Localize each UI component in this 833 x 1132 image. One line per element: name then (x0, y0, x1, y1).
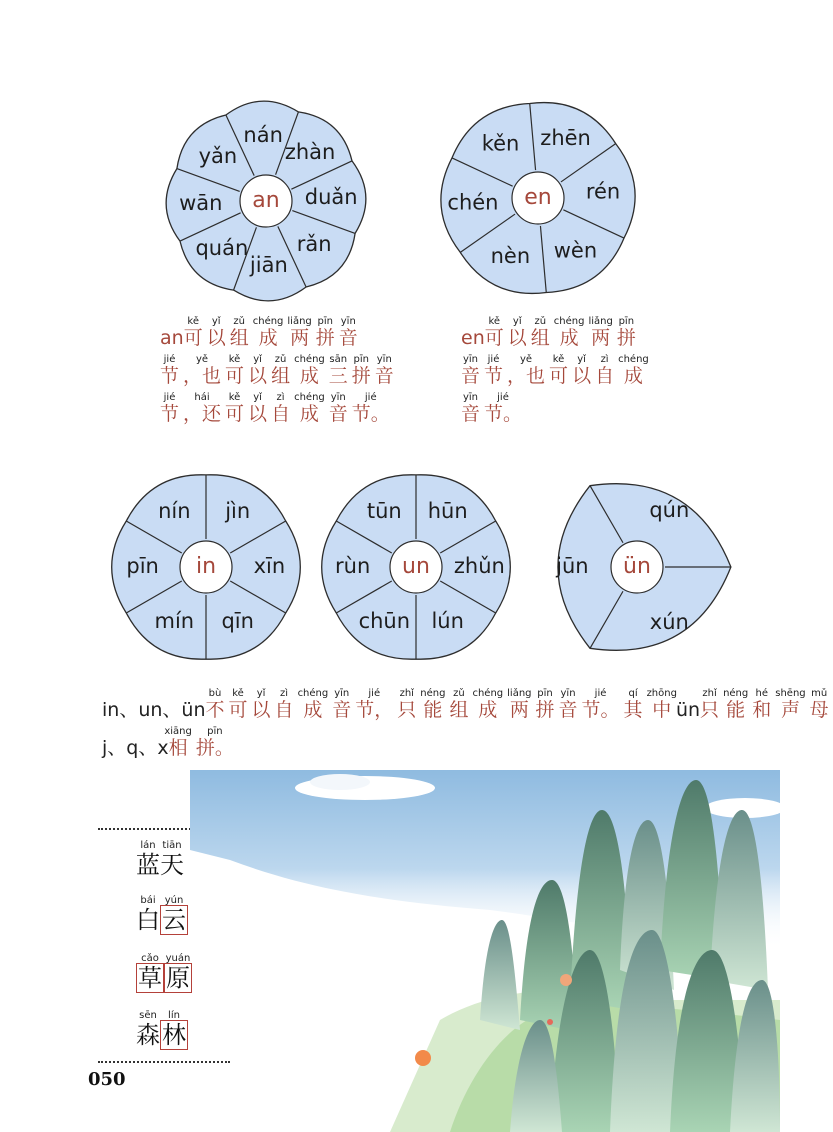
hanzi-with-pinyin: 组zǔ (530, 316, 550, 349)
hanzi-with-pinyin: 以yǐ (251, 688, 271, 721)
hanzi-with-pinyin: 成chéng (294, 354, 325, 387)
vocab-word (136, 953, 192, 993)
hanzi-with-pinyin: 可kě (228, 688, 248, 721)
final-label: j、q、x (102, 737, 169, 759)
hanzi-with-pinyin: 白bái (136, 895, 160, 934)
final-label: in、un、ün (102, 699, 206, 721)
hanzi-with-pinyin: 可kě (484, 316, 504, 349)
petal-syllable: tūn (366, 499, 402, 524)
hanzi-with-pinyin: 林lín (160, 1010, 188, 1049)
hanzi-with-pinyin: 成chéng (553, 316, 585, 349)
petal-syllable: kěn (481, 131, 520, 156)
hanzi-with-pinyin: 音yīn (558, 688, 578, 721)
petal-syllable: zhǔn (453, 554, 505, 578)
hanzi-with-pinyin: ，也yě (507, 354, 546, 387)
petal-syllable: chén (447, 190, 499, 215)
hanzi-with-pinyin: 可kě (225, 354, 245, 387)
petal-syllable: jiān (249, 253, 288, 278)
note-in-un-un (102, 688, 833, 764)
hanzi-with-pinyin: 能néng (723, 688, 749, 721)
hanzi-with-pinyin: 可kě (549, 354, 569, 387)
hanzi-with-pinyin: 蓝lán (136, 840, 160, 879)
hanzi-with-pinyin: 森sēn (136, 1010, 160, 1049)
petal-syllable: rén (585, 179, 621, 204)
hanzi-with-pinyin: 以yǐ (572, 354, 592, 387)
note-line (160, 316, 398, 348)
petal-syllable: qīn (221, 608, 254, 633)
flower-center-final: in (195, 554, 217, 579)
hanzi-with-pinyin: 成chéng (252, 316, 284, 349)
hanzi-with-pinyin: 云yún (160, 895, 188, 934)
final-label: an (160, 327, 184, 349)
hanzi-with-pinyin: 拼。pīn (195, 726, 234, 759)
flower-svg (527, 462, 747, 672)
flower-an (160, 95, 372, 307)
hanzi-with-pinyin: 以yǐ (248, 392, 268, 425)
note-line (461, 354, 653, 386)
note-line (461, 392, 653, 424)
petal-syllable: chūn (358, 608, 411, 633)
hanzi-with-pinyin: 声shēng (775, 688, 806, 721)
hanzi-with-pinyin: 音yīn (328, 392, 348, 425)
hanzi-with-pinyin: 音yīn (461, 354, 481, 387)
hanzi-with-pinyin: 成chéng (297, 688, 329, 721)
hanzi-with-pinyin: 组zǔ (271, 354, 291, 387)
petal-syllable: xīn (253, 554, 286, 578)
flower-un (313, 464, 519, 670)
hanzi-with-pinyin: 音yīn (461, 392, 481, 425)
hanzi-with-pinyin: 两liǎng (507, 688, 532, 721)
hanzi-with-pinyin: 只zhǐ (397, 688, 417, 721)
vocab-word (136, 895, 188, 935)
flower-in (103, 464, 309, 670)
hanzi-with-pinyin: 以yǐ (206, 316, 226, 349)
hanzi-with-pinyin: 节jié (160, 392, 180, 425)
hanzi-with-pinyin: 相xiāng (164, 726, 192, 759)
hanzi-with-pinyin: 三sān (328, 354, 348, 387)
flower-un-umlaut (527, 462, 747, 672)
flower-center-final: en (524, 185, 552, 210)
hanzi-with-pinyin: 成chéng (472, 688, 504, 721)
petal-syllable: hūn (427, 499, 468, 524)
hanzi-with-pinyin: 拼pīn (351, 354, 371, 387)
flower-svg (103, 464, 309, 670)
hanzi-with-pinyin: 成chéng (294, 392, 325, 425)
petal-syllable: qún (649, 498, 690, 523)
petal-syllable: rǎn (296, 232, 332, 257)
note-line (461, 316, 653, 348)
hanzi-with-pinyin: 音yīn (374, 354, 394, 387)
petal-syllable: pīn (126, 554, 159, 578)
hanzi-with-pinyin: 原yuán (164, 953, 192, 992)
hanzi-with-pinyin: 中zhōng (646, 688, 677, 721)
hanzi-with-pinyin: 能néng (420, 688, 446, 721)
hanzi-with-pinyin: 节。jié (351, 392, 390, 425)
petal-syllable: nán (243, 122, 283, 147)
hanzi-with-pinyin: ，还hái (183, 392, 222, 425)
hanzi-with-pinyin: 自zì (595, 354, 615, 387)
hanzi-with-pinyin: 可kě (183, 316, 203, 349)
hanzi-with-pinyin: 节。jié (484, 392, 523, 425)
petal-syllable: duǎn (304, 185, 358, 210)
hanzi-with-pinyin: 自zì (271, 392, 291, 425)
hanzi-with-pinyin: 不bù (205, 688, 225, 721)
hanzi-with-pinyin: 拼pīn (535, 688, 555, 721)
flower-center-final: an (252, 188, 280, 213)
vocab-word (136, 1010, 188, 1050)
petal-syllable: mín (154, 608, 195, 633)
hanzi-with-pinyin: 拼pīn (616, 316, 636, 349)
note-line (160, 354, 398, 386)
hanzi-with-pinyin: 两liǎng (588, 316, 613, 349)
hanzi-with-pinyin: 自zì (274, 688, 294, 721)
petal-syllable: nèn (490, 244, 531, 269)
hanzi-with-pinyin: 其qí (623, 688, 643, 721)
final-label: ün (675, 699, 701, 721)
final-label: en (461, 327, 485, 349)
hanzi-with-pinyin: 两liǎng (287, 316, 312, 349)
hanzi-with-pinyin: ，也yě (183, 354, 222, 387)
flower-en (432, 92, 644, 304)
hanzi-with-pinyin: 以yǐ (248, 354, 268, 387)
hanzi-with-pinyin: 组zǔ (229, 316, 249, 349)
hanzi-with-pinyin: 音yīn (332, 688, 352, 721)
hanzi-with-pinyin: 成chéng (618, 354, 649, 387)
petal-syllable: jìn (225, 499, 251, 524)
hanzi-with-pinyin: 和hé (752, 688, 772, 721)
petal-syllable: wèn (553, 238, 598, 263)
note-line (102, 726, 833, 758)
hanzi-with-pinyin: 草cǎo (136, 953, 164, 992)
hanzi-with-pinyin: 以yǐ (507, 316, 527, 349)
page-number: 050 (88, 1069, 126, 1090)
petal-syllable: wān (179, 190, 223, 215)
note-en (461, 316, 653, 430)
hanzi-with-pinyin: 节jié (484, 354, 504, 387)
flower-center-final: ün (623, 554, 651, 579)
landscape-illustration (190, 770, 780, 1132)
hanzi-with-pinyin: 母mǔ (809, 688, 829, 721)
hanzi-with-pinyin: 音yīn (338, 316, 358, 349)
petal-syllable: xún (649, 609, 689, 634)
flower-svg (432, 92, 644, 304)
petal-syllable: zhàn (284, 139, 336, 164)
note-line (102, 688, 833, 720)
hanzi-with-pinyin: 组zǔ (449, 688, 469, 721)
petal-syllable: nín (158, 499, 191, 524)
hanzi-with-pinyin: 节jié (160, 354, 180, 387)
hanzi-with-pinyin: 节，jié (355, 688, 394, 721)
flower-center-final: un (402, 554, 430, 579)
hanzi-with-pinyin: 可kě (225, 392, 245, 425)
hanzi-with-pinyin: 节。jié (581, 688, 620, 721)
petal-syllable: zhēn (540, 125, 591, 150)
petal-syllable: rùn (335, 554, 371, 578)
hanzi-with-pinyin: 拼pīn (315, 316, 335, 349)
note-an (160, 316, 398, 430)
flower-svg (160, 95, 372, 307)
note-line (160, 392, 398, 424)
petal-syllable: yǎn (198, 143, 238, 168)
petal-syllable: lún (431, 608, 464, 633)
hanzi-with-pinyin: 只zhǐ (700, 688, 720, 721)
petal-syllable: jūn (556, 554, 589, 578)
flower-svg (313, 464, 519, 670)
hanzi-with-pinyin: 天tiān (160, 840, 184, 879)
vocab-word (136, 840, 184, 880)
petal-syllable: quán (195, 236, 249, 261)
